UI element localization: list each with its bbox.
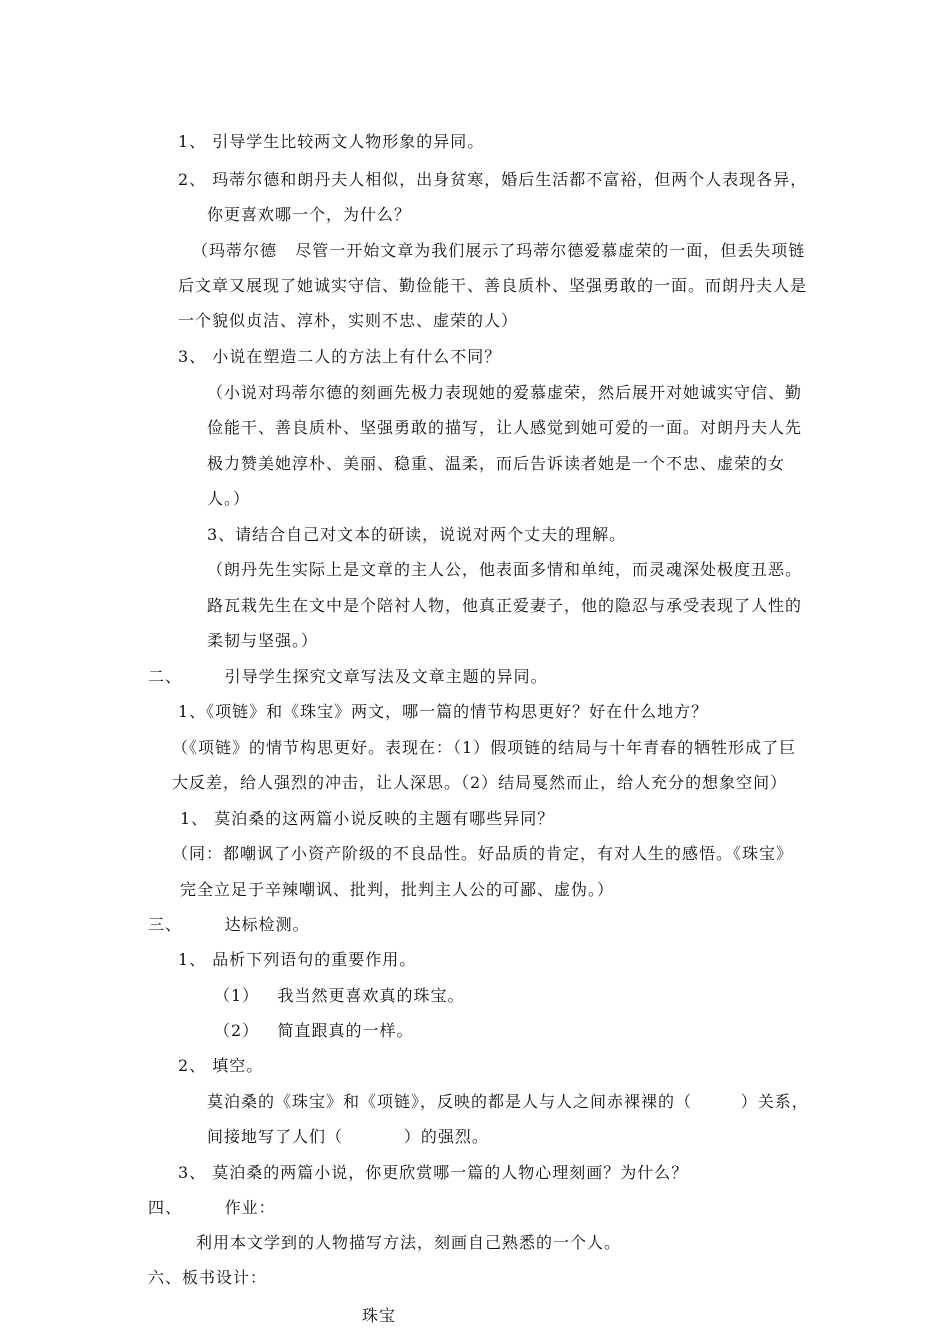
text-line: 利用本文学到的人物描写方法，刻画自己熟悉的一个人。 xyxy=(196,1233,622,1252)
text-line: 1、 引导学生比较两文人物形象的异同。 xyxy=(178,132,485,151)
text-line: 间接地写了人们（ ）的强烈。 xyxy=(207,1127,489,1146)
text-line: 路瓦栽先生在文中是个陪衬人物，他真正爱妻子，他的隐忍与承受表现了人性的 xyxy=(207,596,803,615)
section-heading: 六、板书设计： xyxy=(148,1268,268,1287)
text-line: （朗丹先生实际上是文章的主人公，他表面多情和单纯，而灵魂深处极度丑恶。 xyxy=(207,560,803,579)
text-line: 2、 填空。 xyxy=(178,1056,264,1075)
board-design-title: 珠宝 xyxy=(362,1306,397,1325)
text-line: 3、 小说在塑造二人的方法上有什么不同？ xyxy=(178,347,502,366)
text-line: （2） 简直跟真的一样。 xyxy=(214,1021,414,1040)
section-heading: 三、 达标检测。 xyxy=(148,915,310,934)
text-line: 1、 品析下列语句的重要作用。 xyxy=(178,950,417,969)
text-line: 柔韧与坚强。） xyxy=(207,631,319,650)
text-line: 莫泊桑的《珠宝》和《项链》，反映的都是人与人之间赤裸裸的（ ）关系， xyxy=(207,1092,809,1111)
text-line: 3、请结合自己对文本的研读，说说对两个丈夫的理解。 xyxy=(207,525,627,544)
section-heading: 二、 引导学生探究文章写法及文章主题的异同。 xyxy=(148,667,548,686)
text-line: （同：都嘲讽了小资产阶级的不良品性。好品质的肯定，有对人生的感悟。《珠宝》 xyxy=(172,844,794,863)
text-line: （《项链》的情节构思更好。表现在：（1）假项链的结局与十年青春的牺牲形成了巨 xyxy=(172,738,797,757)
text-line: 完全立足于辛辣嘲讽、批判，批判主人公的可鄙、虚伪。） xyxy=(180,880,615,899)
text-line: （玛蒂尔德 尽管一开始文章为我们展示了玛蒂尔德爱慕虚荣的一面，但丢失项链 xyxy=(192,241,806,260)
text-line: 你更喜欢哪一个，为什么？ xyxy=(207,205,412,224)
text-line: 3、 莫泊桑的两篇小说，你更欣赏哪一篇的人物心理刻画？为什么？ xyxy=(178,1163,689,1182)
text-line: 俭能干、善良质朴、坚强勇敢的描写，让人感觉到她可爱的一面。对朗丹夫人先 xyxy=(207,418,803,437)
text-line: 1、 莫泊桑的这两篇小说反映的主题有哪些异同？ xyxy=(180,809,555,828)
text-line: 极力赞美她淳朴、美丽、稳重、温柔，而后告诉读者她是一个不忠、虚荣的女 xyxy=(207,454,786,473)
text-line: （1） 我当然更喜欢真的珠宝。 xyxy=(214,986,465,1005)
text-line: 1、《项链》和《珠宝》两文，哪一篇的情节构思更好？好在什么地方？ xyxy=(178,702,709,721)
text-line: 一个貌似贞洁、淳朴，实则不忠、虚荣的人） xyxy=(178,311,519,330)
text-line: 后文章又展现了她诚实守信、勤俭能干、善良质朴、坚强勇敢的一面。而朗丹夫人是 xyxy=(178,276,808,295)
section-heading: 四、 作业： xyxy=(148,1198,276,1217)
text-line: 人。） xyxy=(207,489,251,508)
text-line: （小说对玛蒂尔德的刻画先极力表现她的爱慕虚荣，然后展开对她诚实守信、勤 xyxy=(207,383,803,402)
text-line: 2、 玛蒂尔德和朗丹夫人相似，出身贫寒，婚后生活都不富裕，但两个人表现各异， xyxy=(178,170,808,189)
text-line: 大反差，给人强烈的冲击，让人深思。（2）结局戛然而止，给人充分的想象空间） xyxy=(172,773,788,792)
